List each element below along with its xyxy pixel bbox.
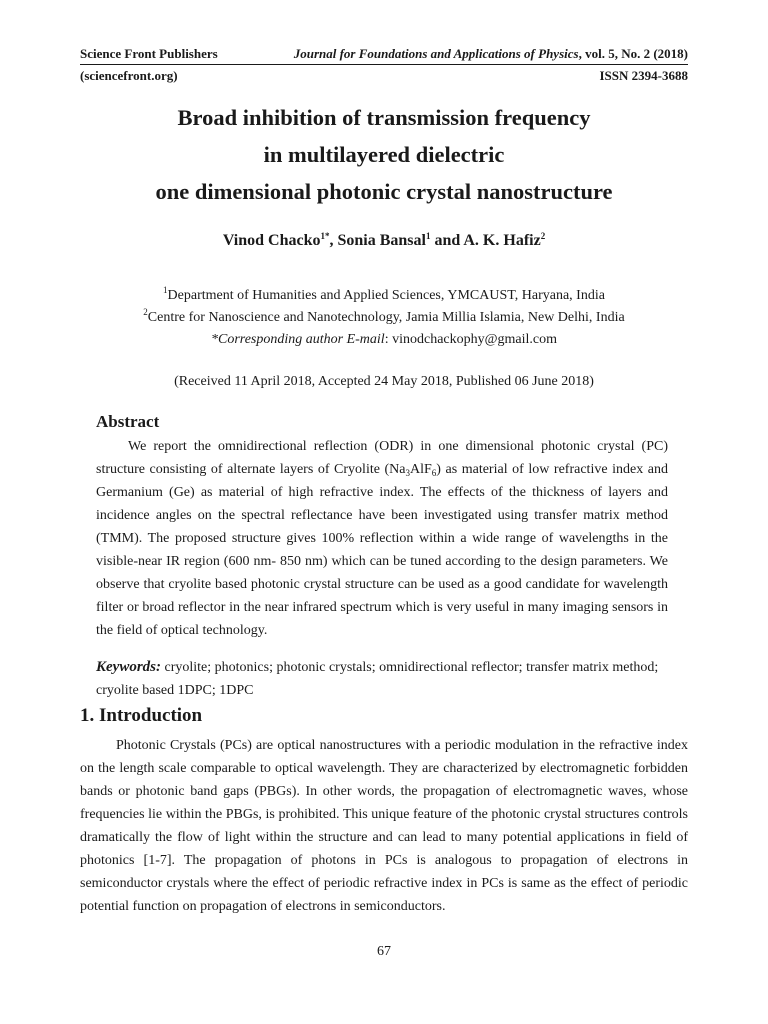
running-subheader: [80, 68, 688, 86]
abstract-heading: Abstract: [96, 412, 160, 431]
abstract-body: [96, 435, 668, 642]
author-name: and A. K. Hafiz: [430, 232, 541, 249]
keywords: [96, 656, 668, 702]
author-affiliation-mark: 1: [425, 231, 431, 241]
author-name: , Sonia Bansal: [329, 232, 426, 249]
journal-volume: , vol. 5, No. 2 (2018): [578, 46, 688, 61]
journal-name: Journal for Foundations and Applications of Physics: [293, 46, 579, 61]
introduction-body: [80, 734, 688, 918]
affiliation-2: [80, 307, 688, 329]
abstract-paragraph: [96, 435, 668, 642]
keywords-label: Keywords:: [96, 659, 161, 675]
affiliation-text: Department of Humanities and Applied Sciences, YMCAUST, Haryana, India: [167, 288, 605, 303]
paper-title: [80, 99, 688, 210]
corresponding-author-label: *Corresponding author E-mail: [210, 332, 385, 347]
corresponding-author-email: : vinodchackophy@gmail.com: [384, 332, 558, 347]
affiliation-1: [80, 285, 688, 307]
abstract-text: We report the omnidirectional reflection (ODR) in one dimensional photonic crystal (PC) structure consisting of alternate layers of Cryolite (Na: [96, 439, 668, 477]
affiliations: [80, 285, 688, 351]
subscript: 6: [431, 468, 437, 478]
affiliation-text: Centre for Nanoscience and Nanotechnology, Jamia Millia Islamia, New Delhi, India: [147, 310, 625, 325]
keywords-list: cryolite; photonics; photonic crystals; omnidirectional reflector; transfer matrix method; cryolite based 1DPC; 1DPC: [96, 660, 659, 698]
publication-dates: (Received 11 April 2018, Accepted 24 May 2018, Published 06 June 2018): [174, 374, 594, 389]
subscript: 3: [405, 468, 410, 478]
affiliation-mark: 2: [143, 307, 148, 317]
title-line: Broad inhibition of transmission frequency: [177, 105, 591, 130]
author-name: Vinod Chacko: [222, 232, 321, 249]
author-affiliation-mark: 2: [540, 231, 546, 241]
page-number: 67: [377, 944, 391, 959]
abstract-text: ) as material of low refractive index and Germanium (Ge) as material of high refractive index. The effects of the thickness of layers and incidence angles on the spectral reflectance have been investigated using transfer matrix method (TMM). The proposed structure gives 100% reflection within a wide range of wavelengths in the visible-near IR region (600 nm- 850 nm) which can be tuned according to the design parameters. We observe that cryolite based photonic crystal structure can be used as a good candidate for wavelength filter or broad reflector in the near infrared spectrum which is very useful in many imaging sensors in the field of optical technology.: [96, 462, 668, 638]
section-heading-introduction: 1. Introduction: [80, 705, 203, 726]
introduction-paragraph: Photonic Crystals (PCs) are optical nanostructures with a periodic modulation in the refractive index on the length scale comparable to optical wavelength. They are characterized by electromagnetic forbidden bands or photonic band gaps (PBGs). In other words, the propagation of electromagnetic waves, whose frequencies lie within the PBGs, is prohibited. This unique feature of the photonic crystal structures controls dramatically the flow of light within the structure and can lead to many potential applications in field of photonics [1-7]. The propagation of photons in PCs is analogous to propagation of electrons in semiconductor crystals where the effect of periodic refractive index in PCs is same as the effect of periodic potential function on propagation of electrons in semiconductors.: [80, 738, 688, 914]
publisher-name: Science Front Publishers: [80, 46, 218, 61]
title-line: in multilayered dielectric: [263, 142, 505, 167]
author-affiliation-mark: 1*: [320, 231, 330, 241]
issn: ISSN 2394-3688: [599, 68, 688, 83]
abstract-text: AlF: [409, 462, 432, 477]
running-header: [80, 46, 688, 65]
corresponding-author: [80, 329, 688, 351]
title-line: one dimensional photonic crystal nanostructure: [155, 179, 613, 204]
author-list: [80, 232, 688, 250]
journal-citation: [294, 46, 688, 62]
publisher-website: (sciencefront.org): [80, 68, 178, 83]
affiliation-mark: 1: [163, 285, 168, 295]
